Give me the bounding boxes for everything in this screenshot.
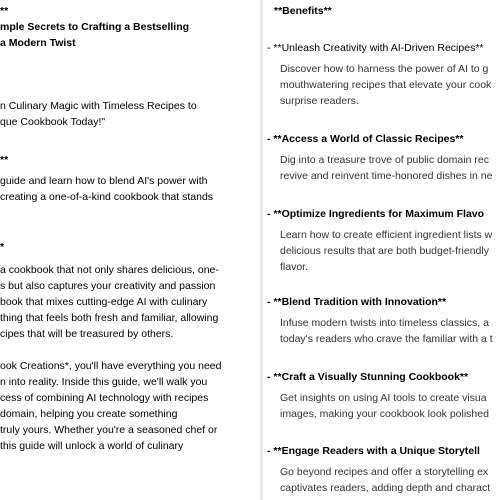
intro-line: guide and learn how to blend AI's power with xyxy=(0,175,208,187)
paragraph-line: s but also captures your creativity and passion xyxy=(0,280,216,292)
benefit-desc-line: surprise readers. xyxy=(280,95,359,107)
section-heading: * xyxy=(0,241,5,253)
benefit-desc-line: Infuse modern twists into timeless classics, a xyxy=(280,317,489,329)
benefit-item xyxy=(267,294,500,347)
benefit-title: - **Craft a Visually Stunning Cookbook** xyxy=(267,371,469,383)
paragraph-line: ook Creations*, you'll have everything you need xyxy=(0,360,222,372)
right-column xyxy=(267,0,500,500)
tagline-block xyxy=(0,98,258,130)
title-line: a Modern Twist xyxy=(0,37,76,49)
intro-line: creating a one-of-a-kind cookbook that stands xyxy=(0,191,214,203)
paragraph-line: n into reality. Inside this guide, we'll walk you xyxy=(0,376,208,388)
paragraph-line: truly yours. Whether you're a seasoned chef or xyxy=(0,424,218,436)
paragraph-line: cipes that will be treasured by others. xyxy=(0,328,174,340)
title-block xyxy=(0,3,258,51)
paragraph-1 xyxy=(0,262,258,342)
paragraph-line: a cookbook that not only shares delicious, one- xyxy=(0,264,219,276)
benefit-desc-line: Learn how to create efficient ingredient lists w xyxy=(280,229,493,241)
benefit-desc-line: revive and reinvent time-honored dishes in ne xyxy=(280,170,493,182)
benefit-title: - **Blend Tradition with Innovation** xyxy=(267,296,447,308)
benefit-desc-line: Dig into a treasure trove of public domain rec xyxy=(280,154,489,166)
benefit-desc-line: Discover how to harness the power of AI to g xyxy=(280,63,489,75)
benefit-title: - **Access a World of Classic Recipes** xyxy=(267,133,464,145)
paragraph-line: domain, helping you create something xyxy=(0,408,178,420)
benefit-desc-line: flavor. xyxy=(280,261,309,273)
intro-heading: ** xyxy=(0,154,9,166)
benefit-title: - **Unleash Creativity with AI-Driven Recipes** xyxy=(267,42,484,54)
benefit-item xyxy=(267,369,500,422)
tagline-line: n Culinary Magic with Timeless Recipes to xyxy=(0,100,197,112)
benefit-title: - **Engage Readers with a Unique Storytell xyxy=(267,445,480,457)
column-divider xyxy=(260,0,263,500)
benefit-item xyxy=(267,40,500,109)
benefit-desc-line: Go beyond recipes and offer a storytelling ex xyxy=(280,466,489,478)
paragraph-line: book that mixes cutting-edge AI with culinary xyxy=(0,296,208,308)
benefit-item xyxy=(267,206,500,275)
benefits-heading: **Benefits** xyxy=(274,5,332,17)
paragraph-2 xyxy=(0,358,258,454)
benefit-desc-line: images, making your cookbook look polished xyxy=(280,408,489,420)
title-line: ** xyxy=(0,5,9,17)
benefit-desc-line: delicious results that are both budget-friendly xyxy=(280,245,489,257)
paragraph-line: thing that feels both fresh and familiar, allowing xyxy=(0,312,219,324)
benefit-desc-line: Get insights on using AI tools to create visua xyxy=(280,392,487,404)
benefit-desc-line: today's readers who crave the familiar with a t xyxy=(280,333,493,345)
title-line: mple Secrets to Crafting a Bestselling xyxy=(0,21,190,33)
tagline-line: que Cookbook Today!" xyxy=(0,116,106,128)
paragraph-line: cess of combining AI technology with recipes xyxy=(0,392,209,404)
paragraph-line: this guide will unlock a world of culinary xyxy=(0,440,184,452)
benefit-desc-line: mouthwatering recipes that elevate your cook xyxy=(280,79,492,91)
benefit-item xyxy=(267,131,500,184)
benefit-title: - **Optimize Ingredients for Maximum Flavo xyxy=(267,208,485,220)
intro-block xyxy=(0,173,258,205)
benefit-item xyxy=(267,443,500,496)
benefit-desc-line: captivates readers, adding depth and charact xyxy=(280,482,491,494)
